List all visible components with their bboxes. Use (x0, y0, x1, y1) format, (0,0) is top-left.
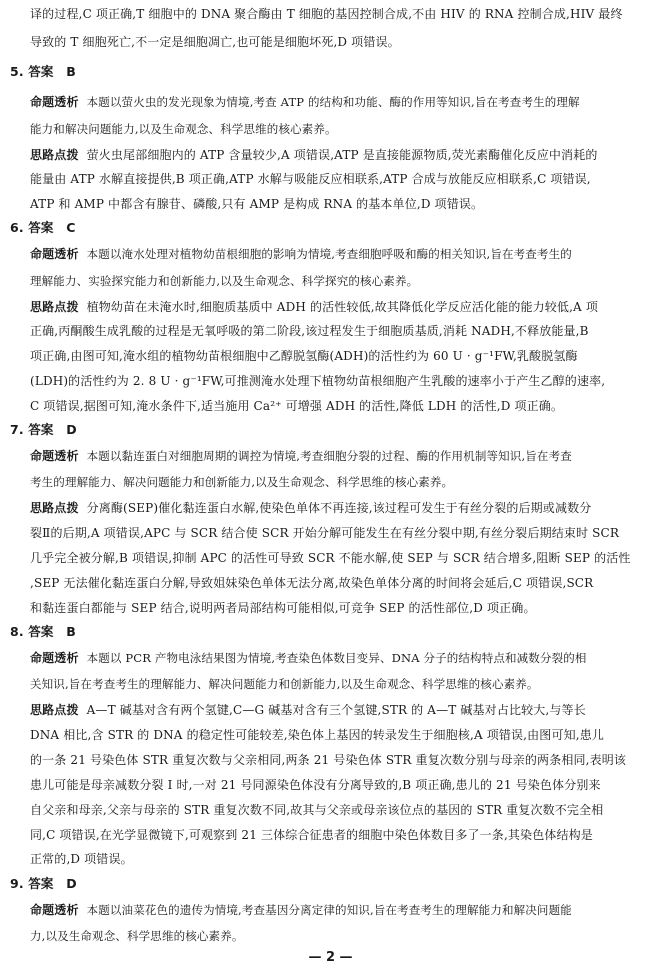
q6-sl-line-4: (LDH)的活性约为 2. 8 U · g⁻¹FW,可推测淹水处理下植物幼苗根细胞产生乳酸的速率小于产生乙醇的速率, (30, 374, 606, 388)
q7-mt-label: 命题透析 (30, 449, 79, 463)
q7-sl-line-2: 裂Ⅱ的后期,A 项错误,APC 与 SCR 结合使 SCR 开始分解可能发生在有丝分裂中期,有丝分裂后期结束时 SCR (30, 526, 620, 540)
q6-sl-line-1: 思路点拨 植物幼苗在未淹水时,细胞质基质中 ADH 的活性较低,故其降低化学反应活化能的能力较低,A 项 (30, 300, 598, 314)
q7-mt-line-1: 命题透析 本题以黏连蛋白对细胞周期的调控为情境,考查细胞分裂的过程、酶的作用机制等知识,旨在考查 (30, 449, 572, 463)
q5-sl-label: 思路点拨 (30, 148, 79, 162)
q6-sl-label: 思路点拨 (30, 300, 79, 314)
q6-mt-line-2: 理解能力、实验探究能力和创新能力,以及生命观念、科学探究的核心素养。 (30, 274, 419, 288)
q6-mt-line-1: 命题透析 本题以淹水处理对植物幼苗根细胞的影响为情境,考查细胞呼吸和酶的相关知识,旨在考查考生的 (30, 247, 572, 261)
q9-mt-line-2: 力,以及生命观念、科学思维的核心素养。 (30, 929, 244, 943)
q8-sl-line-2: DNA 相比,含 STR 的 DNA 的稳定性可能较差,染色体上基因的转录发生于细胞核,A 项错误,由图可知,患儿 (30, 728, 605, 742)
q7-sl-line-3: 几乎完全被分解,B 项错误,抑制 APC 的活性可导致 SCR 不能水解,使 SEP 与 SCR 结合增多,阻断 SEP 的活性 (30, 551, 631, 565)
q9-answer-heading: 9. 答案 D (10, 876, 77, 891)
q5-mt-line-1: 命题透析 本题以萤火虫的发光现象为情境,考查 ATP 的结构和功能、酶的作用等知识,旨在考查考生的理解 (30, 95, 580, 109)
q8-sl-line-4: 患儿可能是母亲减数分裂 Ⅰ 时,一对 21 号同源染色体没有分离导致的,B 项正确,患儿的 21 号染色体分别来 (30, 778, 601, 792)
q5-answer-heading: 5. 答案 B (10, 64, 76, 79)
q8-mt-line-1: 命题透析 本题以 PCR 产物电泳结果图为情境,考查染色体数目变异、DNA 分子的结构特点和减数分裂的相 (30, 651, 587, 665)
q8-mt-label: 命题透析 (30, 651, 79, 665)
intro-line-1: 译的过程,C 项正确,T 细胞中的 DNA 聚合酶由 T 细胞的基因控制合成,不由 HIV 的 RNA 控制合成,HIV 最终 (30, 7, 623, 21)
q8-sl-line-7: 正常的,D 项错误。 (30, 852, 133, 866)
q7-sl-line-1: 思路点拨 分离酶(SEP)催化黏连蛋白水解,使染色单体不再连接,该过程可发生于有丝分裂的后期或减数分 (30, 501, 592, 515)
q8-sl-label: 思路点拨 (30, 703, 79, 717)
q8-sl-line-5: 自父亲和母亲,父亲与母亲的 STR 重复次数不同,故其与父亲或母亲该位点的基因的 STR 重复次数不完全相 (30, 803, 604, 817)
q5-sl-line-2: 能量由 ATP 水解直接提供,B 项正确,ATP 水解与吸能反应相联系,ATP 合成与放能反应相联系,C 项错误, (30, 172, 591, 186)
q9-mt-line-1: 命题透析 本题以油菜花色的遗传为情境,考查基因分离定律的知识,旨在考查考生的理解能力和解决问题能 (30, 903, 572, 917)
q7-sl-line-5: 和黏连蛋白都能与 SEP 结合,说明两者局部结构可能相似,可竞争 SEP 的活性部位,D 项正确。 (30, 601, 536, 615)
q6-mt-label: 命题透析 (30, 247, 79, 261)
q7-mt-line-2: 考生的理解能力、解决问题能力和创新能力,以及生命观念、科学思维的核心素养。 (30, 475, 454, 489)
q5-mt-label: 命题透析 (30, 95, 79, 109)
q5-sl-line-3: ATP 和 AMP 中都含有腺苷、磷酸,只有 AMP 是构成 RNA 的基本单位,D 项错误。 (30, 197, 484, 211)
q5-sl-line-1: 思路点拨 萤火虫尾部细胞内的 ATP 含量较少,A 项错误,ATP 是直接能源物质,荧光素酶催化反应中消耗的 (30, 148, 598, 162)
q8-sl-line-3: 的一条 21 号染色体 STR 重复次数与父亲相同,两条 21 号染色体 STR 重复次数分别与母亲的两条相同,表明该 (30, 753, 627, 767)
q9-mt-label: 命题透析 (30, 903, 79, 917)
q7-answer-heading: 7. 答案 D (10, 422, 77, 437)
q8-answer-heading: 8. 答案 B (10, 624, 76, 639)
q6-sl-line-5: C 项错误,据图可知,淹水条件下,适当施用 Ca²⁺ 可增强 ADH 的活性,降低 LDH 的活性,D 项正确。 (30, 399, 564, 413)
q8-mt-line-2: 关知识,旨在考查考生的理解能力、解决问题能力和创新能力,以及生命观念、科学思维的核心素养。 (30, 677, 539, 691)
q7-sl-line-4: ,SEP 无法催化黏连蛋白分解,导致姐妹染色单体无法分离,故染色单体分离的时间将会延后,C 项错误,SCR (30, 576, 594, 590)
q6-sl-line-2: 正确,丙酮酸生成乳酸的过程是无氧呼吸的第二阶段,该过程发生于细胞质基质,消耗 NADH,不释放能量,B (30, 324, 589, 338)
page-number: — 2 — (308, 950, 353, 965)
q5-mt-line-2: 能力和解决问题能力,以及生命观念、科学思维的核心素养。 (30, 122, 337, 136)
q8-sl-line-6: 同,C 项错误,在光学显微镜下,可观察到 21 三体综合征患者的细胞中染色体数目多了一条,其染色体结构是 (30, 828, 593, 842)
intro-line-2: 导致的 T 细胞死亡,不一定是细胞凋亡,也可能是细胞坏死,D 项错误。 (30, 35, 400, 49)
q8-sl-line-1: 思路点拨 A—T 碱基对含有两个氢键,C—G 碱基对含有三个氢键,STR 的 A—T 碱基对占比较大,与等长 (30, 703, 586, 717)
q7-sl-label: 思路点拨 (30, 501, 79, 515)
q6-answer-heading: 6. 答案 C (10, 220, 76, 235)
q6-sl-line-3: 项正确,由图可知,淹水组的植物幼苗根细胞中乙醇脱氢酶(ADH)的活性约为 60 U · g⁻¹FW,乳酸脱氢酶 (30, 349, 578, 363)
